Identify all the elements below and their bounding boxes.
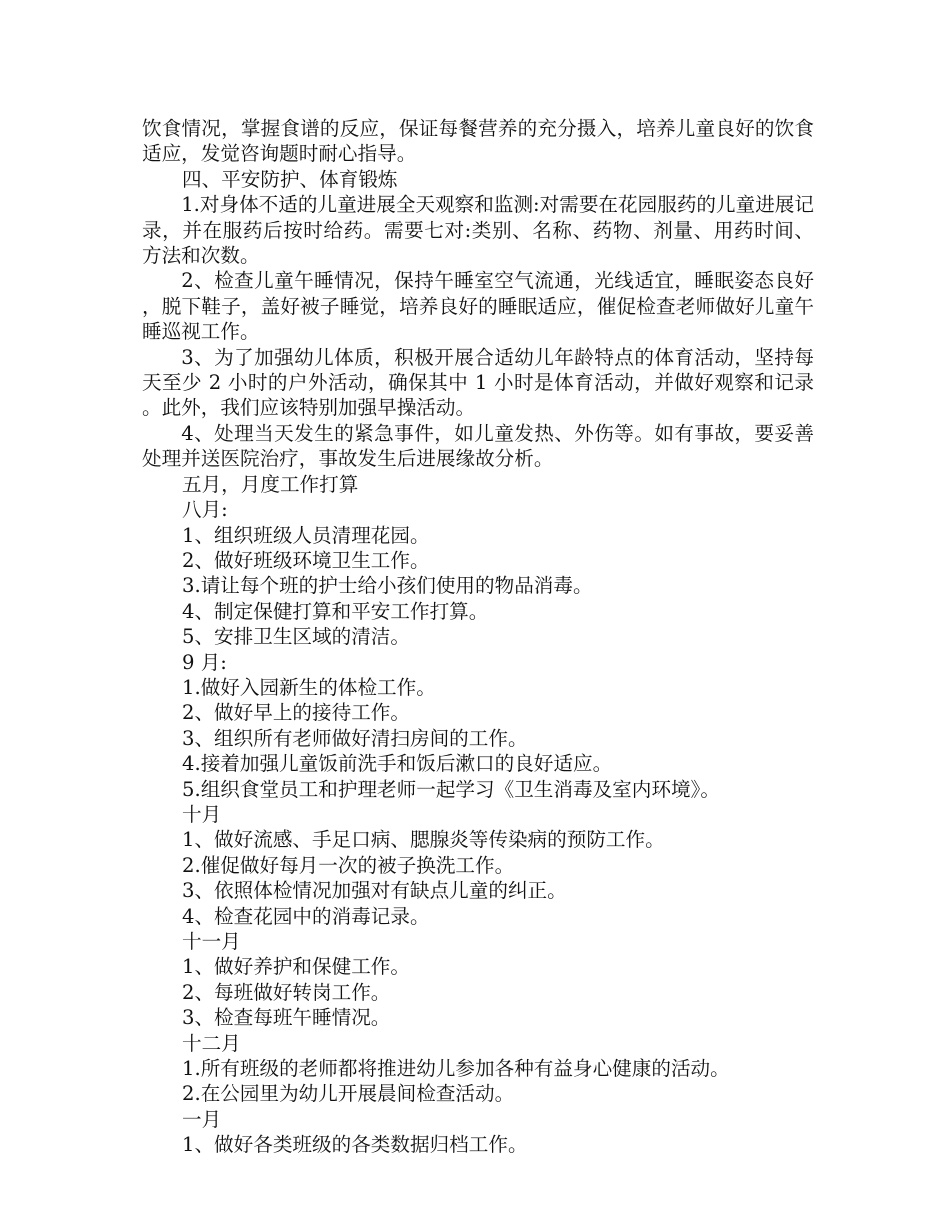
document-paragraph: 3、组织所有老师做好清扫房间的工作。: [182, 726, 528, 750]
document-paragraph: 3、为了加强幼儿体质，积极开展合适幼儿年龄特点的体育活动，坚持每天至少 2 小时的户外活动，确保其中 1 小时是体育活动，并做好观察和记录。此外，我们应该特别加强早操活动。: [142, 345, 814, 420]
document-paragraph: 2、检查儿童午睡情况，保持午睡室空气流通，光线适宜，睡眠姿态良好，脱下鞋子，盖好被子睡觉，培养良好的睡眠适应，催促检查老师做好儿童午睡巡视工作。: [142, 269, 814, 344]
document-page: [142, 116, 814, 1158]
document-paragraph: 2.催促做好每月一次的被子换洗工作。: [182, 853, 515, 877]
document-paragraph: 1.做好入园新生的体检工作。: [182, 675, 436, 699]
document-paragraph: 五月，月度工作打算: [182, 472, 359, 496]
document-paragraph: 3、依照体检情况加强对有缺点儿童的纠正。: [182, 879, 567, 903]
document-paragraph: 3、检查每班午睡情况。: [182, 1006, 391, 1030]
document-paragraph: 十月: [182, 802, 222, 826]
document-paragraph: 2、做好早上的接待工作。: [182, 701, 410, 725]
document-paragraph: 2、做好班级环境卫生工作。: [182, 548, 430, 572]
document-paragraph: 饮食情况，掌握食谱的反应，保证每餐营养的充分摄入，培养儿童良好的饮食适应，发觉咨询题时耐心指导。: [142, 117, 814, 166]
document-paragraph: 2、每班做好转岗工作。: [182, 980, 391, 1004]
document-paragraph: 十一月: [182, 930, 241, 953]
document-paragraph: 1.所有班级的老师都将推进幼儿参加各种有益身心健康的活动。: [182, 1057, 730, 1081]
document-paragraph: 3.请让每个班的护士给小孩们使用的物品消毒。: [182, 574, 593, 598]
document-paragraph: 一月: [182, 1107, 222, 1131]
document-paragraph: 1、组织班级人员清理花园。: [182, 523, 430, 547]
document-paragraph: 1、做好各类班级的各类数据归档工作。: [182, 1133, 528, 1157]
document-paragraph: 八月:: [182, 498, 228, 522]
document-paragraph: 1.对身体不适的儿童进展全天观察和监测:对需要在花园服药的儿童进展记录，并在服药后按时给药。需要七对:类别、名称、药物、剂量、用药时间、方法和次数。: [142, 193, 814, 268]
document-paragraph: 4、制定保健打算和平安工作打算。: [182, 599, 489, 623]
document-paragraph: 1、做好流感、手足口病、腮腺炎等传染病的预防工作。: [182, 828, 665, 852]
document-paragraph: 9 月:: [182, 650, 227, 674]
document-paragraph: 5、安排卫生区域的清洁。: [182, 625, 410, 649]
document-paragraph: 4、处理当天发生的紧急事件，如儿童发热、外伤等。如有事故，要妥善处理并送医院治疗，事故发生后进展缘故分析。: [142, 421, 814, 471]
document-paragraph: 1、做好养护和保健工作。: [182, 955, 410, 979]
document-paragraph: 5.组织食堂员工和护理老师一起学习《卫生消毒及室内环境》。: [182, 777, 720, 801]
document-paragraph: 四、平安防护、体育锻炼: [182, 167, 398, 191]
document-paragraph: 4.接着加强儿童饭前洗手和饭后漱口的良好适应。: [182, 752, 613, 776]
document-paragraph: 十二月: [182, 1031, 241, 1055]
document-paragraph: 4、检查花园中的消毒记录。: [182, 904, 430, 928]
document-paragraph: 2.在公园里为幼儿开展晨间检查活动。: [182, 1082, 515, 1106]
